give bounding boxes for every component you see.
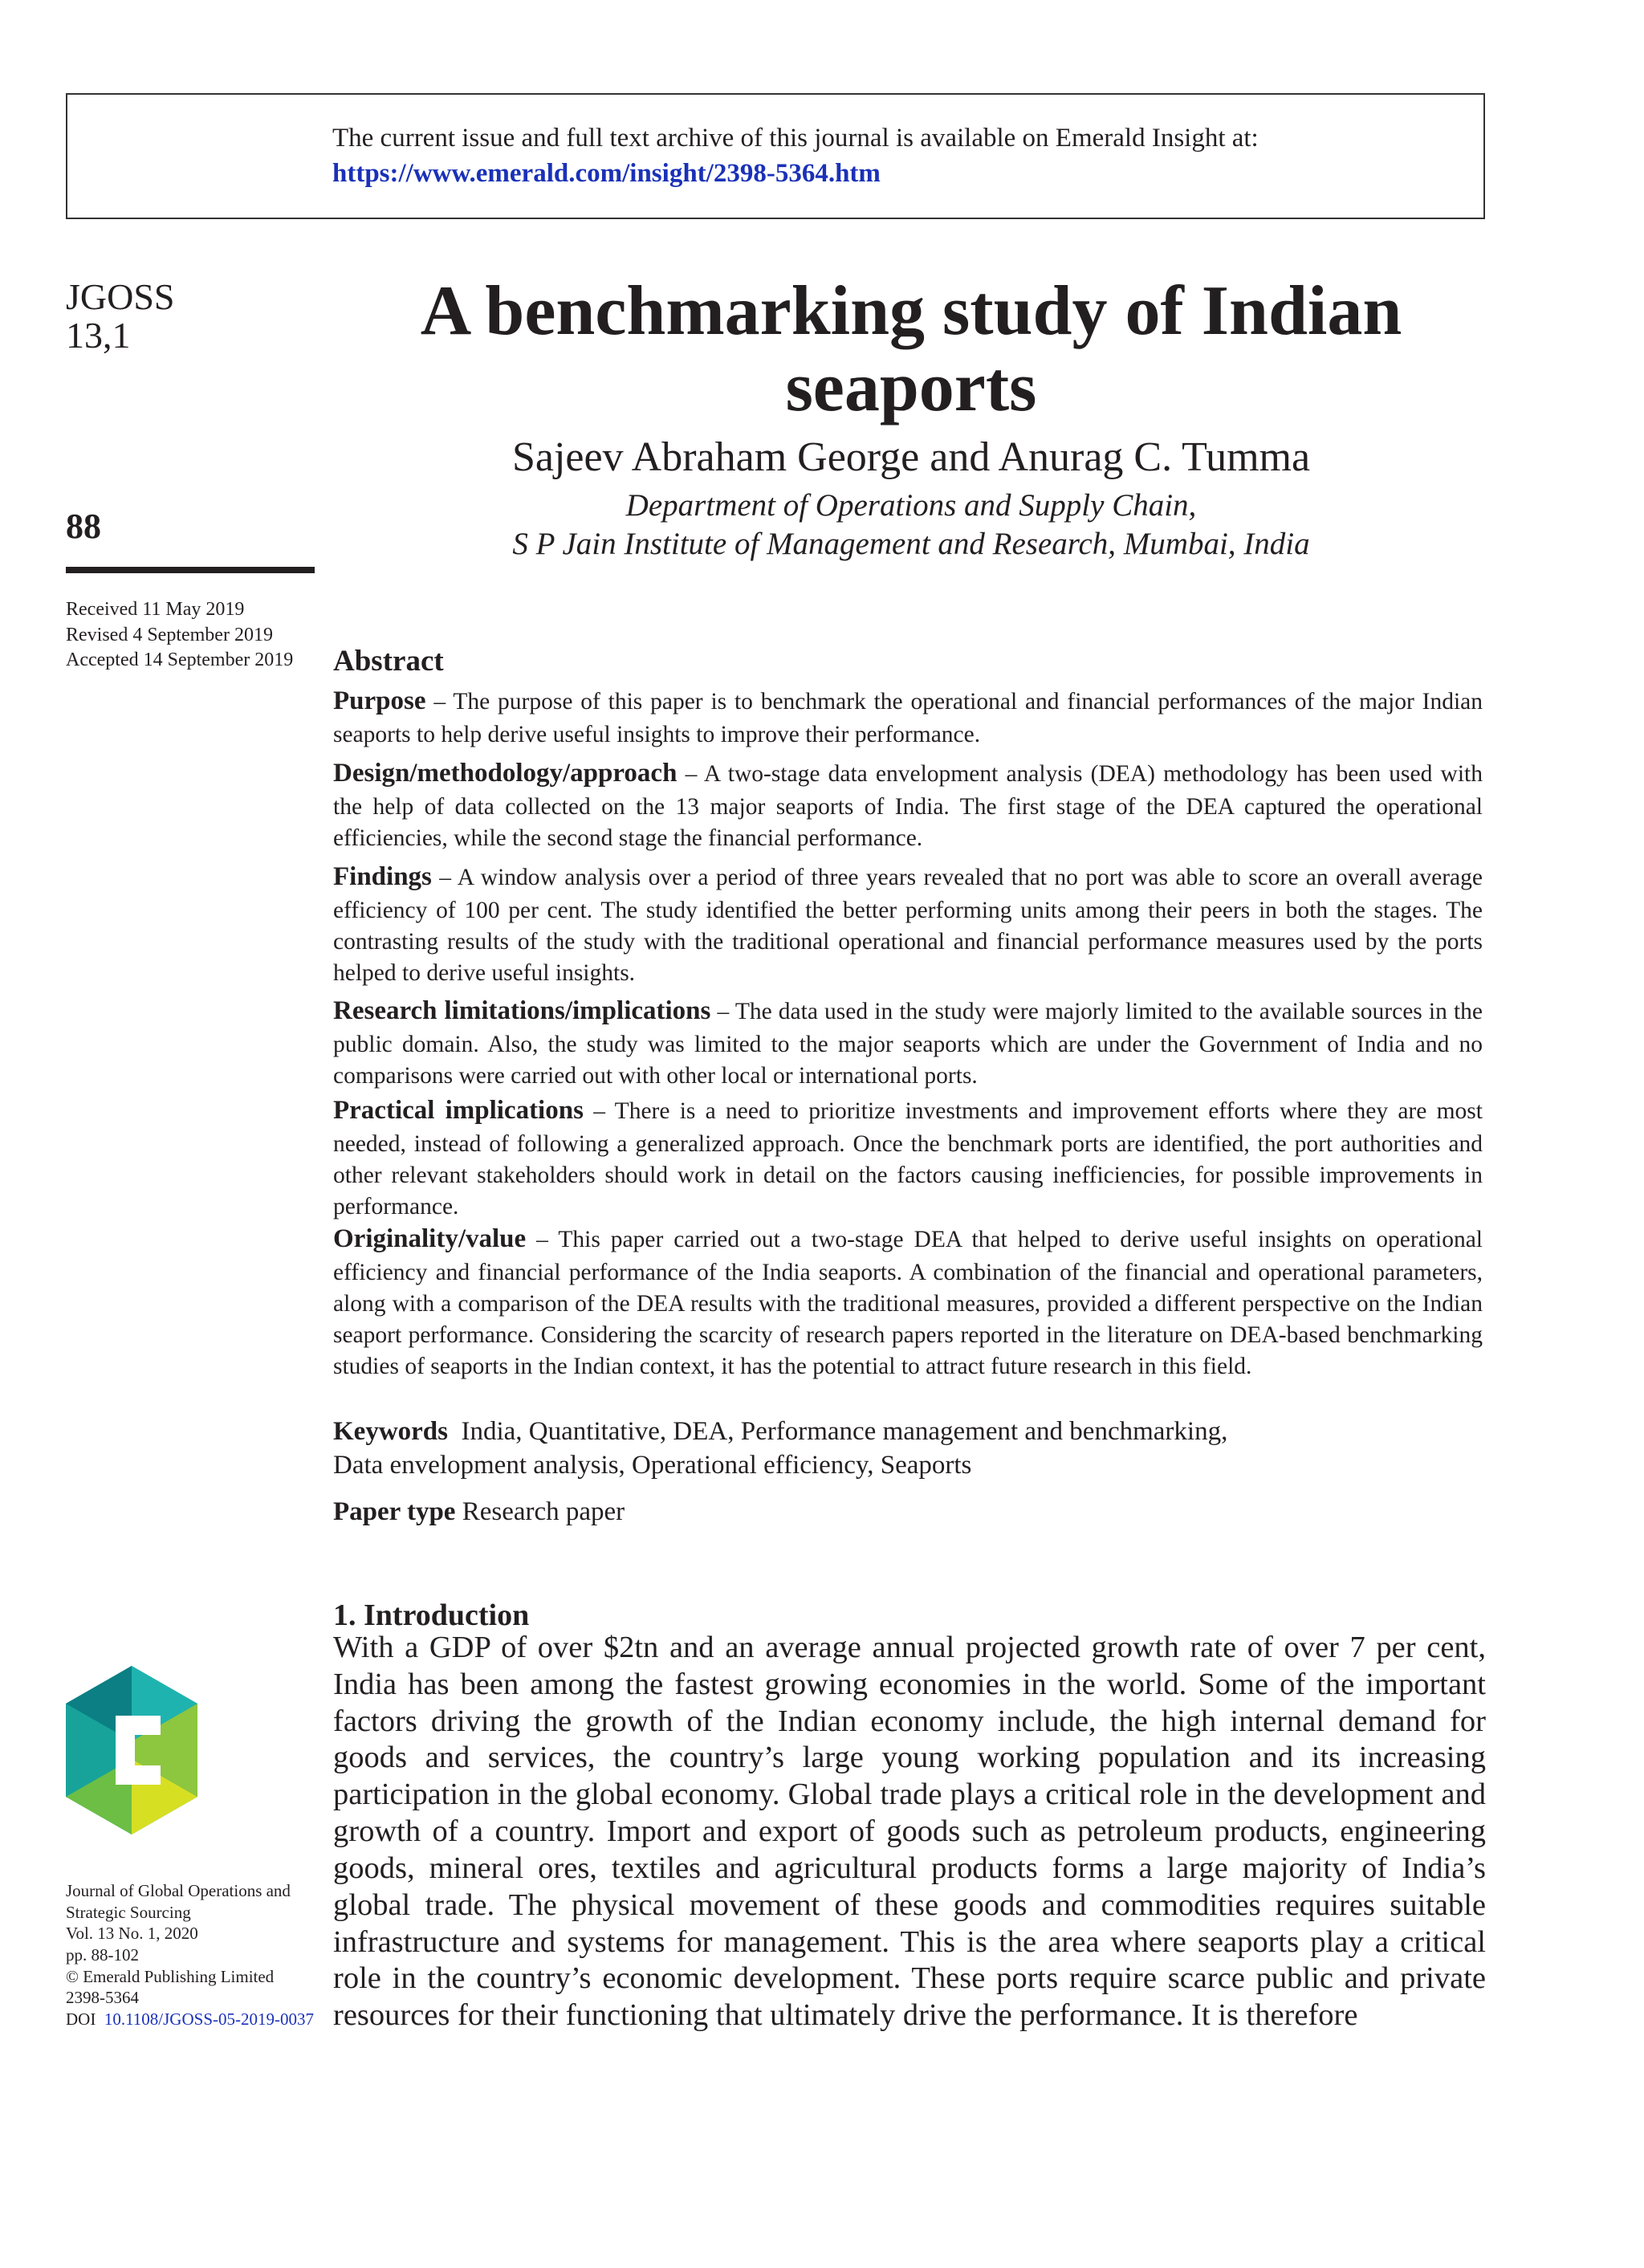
introduction-text: With a GDP of over $2tn and an average annual projected growth rate of over 7 per cent, India has been among the fastest growing economies in the world. Some of the important factors driving the growth of the Indian economy include, the high internal demand for goods and services, the country’s large young working population and its increasing participation in the global economy. Global trade plays a critical role in the development and growth of a country. Import and export of goods such as petroleum products, engineering goods, mineral ores, textiles and agricultural products forms a large majority of India’s global trade. The physical movement of these goods and commodities requires suitable infrastructure and systems for management. This is the area where seaports play a critical role in the country’s economic development. These ports require scarce public and private resources for their functioning that ultimately drive the performance. It is therefore — [333, 1631, 1486, 2033]
affiliation-line-1: Department of Operations and Supply Chain, — [625, 488, 1197, 523]
revised-date: Revised 4 September 2019 — [66, 624, 273, 645]
doi-link[interactable]: 10.1108/JGOSS-05-2019-0037 — [104, 2009, 314, 2029]
doi-line — [66, 2009, 314, 2030]
paper-type-label: Paper type — [333, 1497, 456, 1526]
paper-type — [333, 1495, 1483, 1529]
originality-text: – This paper carried out a two-stage DEA that helped to derive useful insights on operational efficiency and financial performance of the India seaports. A combination of the financial and operational parameters, along with a comparison of the DEA results with the traditional measures, provided a different perspective on the Indian seaport performance. Considering the scarcity of research papers reported in the literature on DEA-based benchmarking studies of seaports in the Indian context, it has the potential to attract future research in this field. — [333, 1227, 1483, 1379]
copyright: © Emerald Publishing Limited — [66, 1966, 275, 1986]
archive-notice: The current issue and full text archive of this journal is available on Emerald Insight at: — [332, 124, 1259, 153]
title-line-1: A benchmarking study of Indian — [420, 272, 1402, 350]
practical-text: – There is a need to prioritize investments and improvement efforts where they are most needed, instead of following a generalized approach. Once the benchmark ports are identified, the port authorities and other relevant stakeholders should work in detail on the factors causing inefficiencies, for possible improvements in performance. — [333, 1098, 1483, 1220]
practical-label: Practical implications — [333, 1096, 584, 1125]
abstract-findings — [333, 860, 1483, 989]
issn: 2398-5364 — [66, 1988, 139, 2008]
journal-name-line-1: Journal of Global Operations and — [66, 1881, 291, 1900]
journal-info — [66, 1880, 314, 2030]
emerald-logo-icon — [66, 1666, 197, 1834]
authors: Sajeev Abraham George and Anurag C. Tumma — [511, 434, 1311, 480]
keywords-line-1: India, Quantitative, DEA, Performance management and benchmarking, — [461, 1417, 1228, 1446]
design-text: – A two-stage data envelopment analysis (DEA) methodology has been used with the help of data collected on the 13 major seaports of India. The first stage of the DEA captured the operational efficiencies, while the second stage the financial performance. — [333, 761, 1483, 851]
abstract-purpose — [333, 684, 1483, 751]
findings-label: Findings — [333, 862, 432, 891]
volume-issue: 13,1 — [66, 315, 131, 356]
design-label: Design/methodology/approach — [333, 759, 678, 788]
archive-banner — [66, 93, 1485, 219]
margin-rule — [66, 567, 315, 573]
affiliation — [305, 487, 1517, 563]
journal-code — [66, 278, 175, 356]
journal-abbrev: JGOSS — [66, 276, 175, 317]
accepted-date: Accepted 14 September 2019 — [66, 649, 294, 671]
paper-type-value: Research paper — [462, 1497, 625, 1526]
limitations-label: Research limitations/implications — [333, 996, 711, 1025]
findings-text: – A window analysis over a period of three years revealed that no port was able to score an overall average efficiency of 100 per cent. The study identified the better performing units among their peers in both the stages. The contrasting results of the study with the traditional operational and financial performance measures used by the ports helped to derive useful insights. — [333, 865, 1483, 986]
title-line-2: seaports — [785, 348, 1037, 427]
keywords-label: Keywords — [333, 1417, 448, 1446]
abstract-limitations — [333, 994, 1483, 1092]
purpose-text: – The purpose of this paper is to benchmark the operational and financial performances of the major Indian seaports to help derive useful insights to improve their performance. — [333, 689, 1483, 747]
doi-label: DOI — [66, 2009, 96, 2029]
journal-volume: Vol. 13 No. 1, 2020 — [66, 1924, 198, 1944]
archive-url-link[interactable]: https://www.emerald.com/insight/2398-5364.htm — [332, 159, 881, 188]
keywords-line-2: Data envelopment analysis, Operational efficiency, Seaports — [333, 1451, 972, 1480]
purpose-label: Purpose — [333, 686, 426, 715]
introduction-heading: 1. Introduction — [333, 1598, 530, 1632]
received-date: Received 11 May 2019 — [66, 599, 245, 620]
limitations-text: – The data used in the study were majorly limited to the available sources in the public domain. Also, the study was limited to the major seaports which are under the Government of India and no comparisons were carried out with other local or international ports. — [333, 999, 1483, 1089]
abstract-originality — [333, 1222, 1483, 1382]
journal-name-line-2: Strategic Sourcing — [66, 1902, 191, 1922]
abstract-design — [333, 756, 1483, 854]
keywords — [333, 1415, 1483, 1482]
abstract-practical — [333, 1093, 1483, 1223]
originality-label: Originality/value — [333, 1224, 527, 1253]
paper-title — [305, 273, 1517, 426]
affiliation-line-2: S P Jain Institute of Management and Research, Mumbai, India — [512, 526, 1310, 561]
journal-pages: pp. 88-102 — [66, 1944, 139, 1965]
page-number: 88 — [66, 507, 101, 546]
abstract-heading: Abstract — [333, 645, 444, 678]
submission-dates — [66, 597, 293, 674]
